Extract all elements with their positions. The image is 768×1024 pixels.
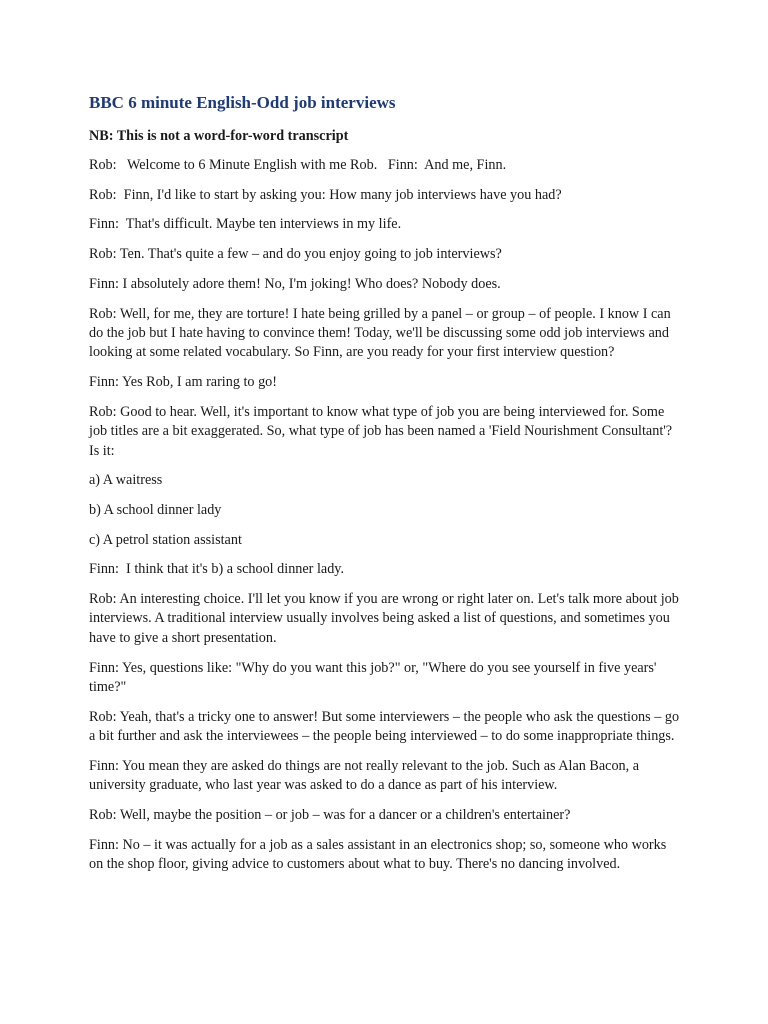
paragraph-6: Rob: Well, for me, they are torture! I hate being grilled by a panel – or group – of people. I know I can do the job but I hate having to convince them! Today, we'll be discussing some odd job interviews and looking at some related vocabulary. So Finn, are you ready for your first interview question?	[89, 305, 675, 361]
paragraph-2: Rob: Finn, I'd like to start by asking you: How many job interviews have you had?	[89, 186, 562, 203]
paragraph-1: Rob: Welcome to 6 Minute English with me Rob. Finn: And me, Finn.	[89, 157, 507, 173]
paragraph-12: Finn: I think that it's b) a school dinner lady.	[89, 561, 345, 578]
paragraph-14: Finn: Yes, questions like: "Why do you want this job?" or, "Where do you see yourself in five years' time?"	[89, 659, 661, 695]
paragraph-15: Rob: Yeah, that's a tricky one to answer! But some interviewers – the people who ask the questions – go a bit further and ask the interviewees – the people being interviewed – to do some inappropriate things.	[89, 708, 683, 745]
paragraph-16: Finn: You mean they are asked do things are not really relevant to the job. Such as Alan Bacon, a university graduate, who last year was asked to do a dance as part of his interview.	[89, 757, 643, 794]
paragraph-8: Rob: Good to hear. Well, it's important to know what type of job you are being interviewed for. Some job titles are a bit exaggerated. So, what type of job has been named a 'Field Nourishment Consultant'? Is it:	[89, 403, 676, 459]
option-a: a) A waitress	[89, 472, 163, 489]
transcript-note: NB: This is not a word-for-word transcript	[89, 128, 349, 144]
paragraph-17: Rob: Well, maybe the position – or job – was for a dancer or a children's entertainer?	[89, 806, 571, 823]
paragraph-13: Rob: An interesting choice. I'll let you know if you are wrong or right later on. Let's talk more about job interviews. A traditional interview usually involves being asked a list of questions, and sometimes you have to give a short presentation.	[89, 591, 683, 646]
paragraph-3: Finn: That's difficult. Maybe ten interviews in my life.	[89, 216, 402, 233]
paragraph-4: Rob: Ten. That's quite a few – and do you enjoy going to job interviews?	[89, 246, 502, 263]
option-b: b) A school dinner lady	[89, 501, 222, 518]
option-c: c) A petrol station assistant	[89, 531, 242, 548]
document-page	[89, 92, 681, 885]
paragraph-7: Finn: Yes Rob, I am raring to go!	[89, 374, 277, 391]
paragraph-5: Finn: I absolutely adore them! No, I'm joking! Who does? Nobody does.	[89, 275, 501, 292]
document-title: BBC 6 minute English-Odd job interviews	[89, 93, 396, 112]
transcript-body	[89, 156, 681, 874]
paragraph-18: Finn: No – it was actually for a job as a sales assistant in an electronics shop; so, someone who works on the shop floor, giving advice to customers about what to buy. There's no dancing involved.	[89, 836, 670, 873]
